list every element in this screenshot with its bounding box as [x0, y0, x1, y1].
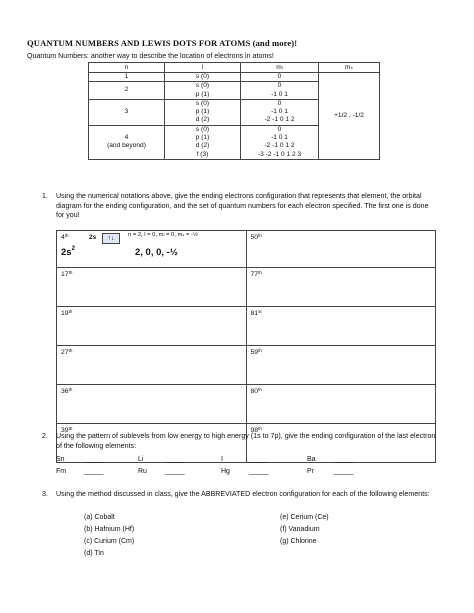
- l-values: [165, 73, 241, 82]
- answer-blank[interactable]: _____: [84, 468, 104, 475]
- l-value: p (1): [195, 108, 210, 116]
- answer-cell[interactable]: 50th: [246, 231, 436, 268]
- answer-cell[interactable]: 59th: [246, 346, 436, 385]
- element-option: (b) Hafnium (Hf): [84, 526, 135, 533]
- ml-value: -1 0 1: [271, 134, 288, 142]
- ml-value: 0: [277, 99, 282, 107]
- element-label: Pr: [307, 468, 314, 475]
- answer-blank[interactable]: _____: [165, 456, 185, 463]
- element-option: (c) Curium (Cm): [84, 538, 135, 545]
- answer-blank[interactable]: _____: [84, 456, 104, 463]
- table-row: [89, 73, 380, 82]
- answer-cell[interactable]: 39th: [57, 424, 247, 463]
- l-value: s (0): [195, 99, 210, 107]
- header-n: n: [89, 63, 165, 73]
- ml-value: 0: [277, 73, 282, 80]
- answer-cell[interactable]: 77th: [246, 268, 436, 307]
- ml-values: [241, 125, 319, 159]
- question-2-number: 2.: [42, 432, 48, 440]
- answer-cell[interactable]: 19th: [57, 307, 247, 346]
- answer-cell[interactable]: 27th: [57, 346, 247, 385]
- answer-cell[interactable]: 80th: [246, 385, 436, 424]
- question-1-text: Using the numerical notations above, give the ending electrons configuration that represents that element, the orbital diagram for the ending configuration, and the set of quantum numbers for each electron specified. The first one is done for you!: [56, 192, 429, 220]
- l-values: [165, 99, 241, 125]
- question-3-number: 3.: [42, 490, 48, 498]
- ml-value: 0: [277, 82, 282, 90]
- grid-row: [57, 346, 436, 385]
- l-value: s (0): [195, 73, 210, 80]
- ml-values: [241, 99, 319, 125]
- quantum-numbers-table: [88, 62, 380, 160]
- example-quantum-set: 2, 0, 0, -½: [135, 247, 178, 258]
- answer-cell[interactable]: 36th: [57, 385, 247, 424]
- grid-row: [57, 385, 436, 424]
- subtitle: Quantum Numbers: another way to describe the location of electrons in atoms!: [27, 52, 274, 60]
- question-1-number: 1.: [42, 192, 48, 200]
- l-value: f (3): [196, 150, 209, 158]
- quantum-numbers-text: n = 2, l = 0, mₗ = 0, mₛ = -½: [128, 232, 198, 238]
- l-value: p (1): [195, 134, 210, 142]
- ml-value: -3 -2 -1 0 1 2 3: [257, 150, 302, 158]
- answer-blank[interactable]: _____: [334, 456, 354, 463]
- element-label: Li: [138, 456, 144, 463]
- example-cell: [57, 231, 247, 268]
- header-ms: mₛ: [319, 63, 380, 73]
- answer-cell[interactable]: 81st: [246, 307, 436, 346]
- answer-blank[interactable]: _____: [334, 468, 354, 475]
- ml-value: 0: [277, 125, 282, 133]
- element-label: Fm: [56, 468, 67, 475]
- grid-row: [57, 268, 436, 307]
- n-value: 4 (and beyond): [89, 125, 165, 159]
- answer-blank[interactable]: _____: [249, 468, 269, 475]
- element-label: Sn: [56, 456, 65, 463]
- n-value: 3: [89, 99, 165, 125]
- l-values: [165, 82, 241, 100]
- orbital-box: ↑↓: [102, 233, 120, 244]
- ml-values: [241, 73, 319, 82]
- l-value: d (2): [195, 142, 210, 150]
- example-configuration: $2s^2$: [61, 246, 75, 258]
- l-value: s (0): [195, 125, 210, 133]
- l-value: p (1): [195, 90, 210, 98]
- element-label: Ru: [138, 468, 147, 475]
- ml-value: -2 -1 0 1 2: [264, 116, 295, 124]
- element-option: (g) Chlorine: [280, 538, 317, 545]
- ml-value: -1 0 1: [271, 90, 288, 98]
- ml-values: [241, 82, 319, 100]
- header-l: l: [165, 63, 241, 73]
- header-ml: mₗ: [241, 63, 319, 73]
- example-ordinal: 4th: [61, 233, 69, 241]
- answer-blank[interactable]: _____: [249, 456, 269, 463]
- element-option: (f) Vanadium: [280, 526, 320, 533]
- answer-cell[interactable]: 17th: [57, 268, 247, 307]
- l-value: s (0): [195, 82, 210, 90]
- ml-value: -1 0 1: [271, 108, 288, 116]
- ml-value: -2 -1 0 1 2: [264, 142, 295, 150]
- element-label: Ba: [307, 456, 316, 463]
- l-value: d (2): [195, 116, 210, 124]
- answer-cell[interactable]: 98th: [246, 424, 436, 463]
- n-value: 1: [89, 73, 165, 82]
- answer-blank[interactable]: _____: [165, 468, 185, 475]
- page-title: QUANTUM NUMBERS AND LEWIS DOTS FOR ATOMS (and more)!: [27, 38, 298, 48]
- element-option: (e) Cerium (Ce): [280, 514, 329, 521]
- question-2-text: Using the pattern of sublevels from low energy to high energy (1s to 7p), give the ending configuration of the last electron of the following elements:: [56, 432, 436, 450]
- n-value: 2: [89, 82, 165, 100]
- table-header-row: [89, 63, 380, 73]
- element-option: (d) Tin: [84, 550, 104, 557]
- element-option: (a) Cobalt: [84, 514, 115, 521]
- ms-value: +1/2 , -1/2: [319, 73, 380, 160]
- question-3-text: Using the method discussed in class, give the ABBREVIATED electron configuration for each of the following elements:: [56, 490, 430, 498]
- element-label: I: [221, 456, 223, 463]
- orbital-label: 2s: [89, 234, 97, 241]
- grid-row: [57, 231, 436, 268]
- grid-row: [57, 307, 436, 346]
- l-values: [165, 125, 241, 159]
- answer-grid: [56, 230, 436, 463]
- element-label: Hg: [221, 468, 230, 475]
